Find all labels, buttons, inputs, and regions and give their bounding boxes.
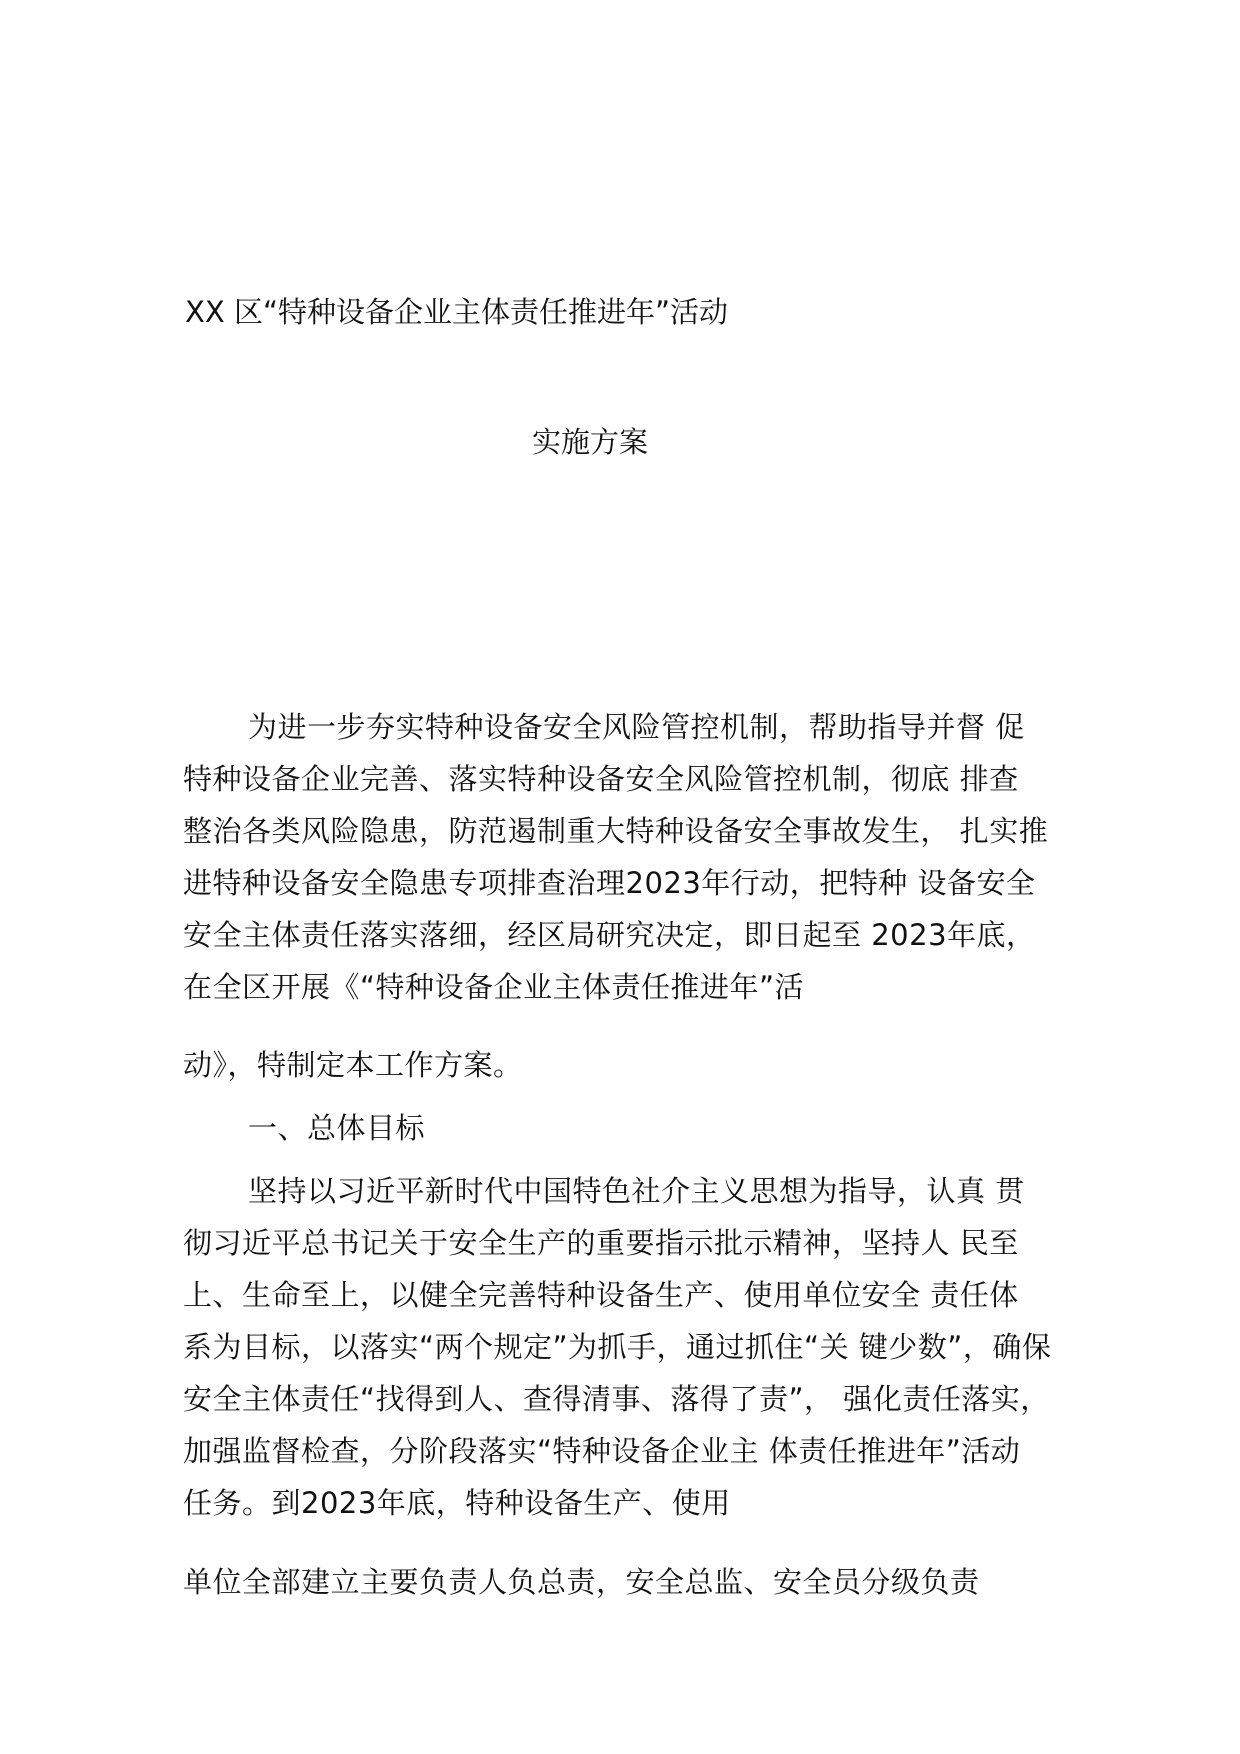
body-line: 安全主体责任“找得到人、查得清事、落得了责”， 强化责任落实， <box>183 1382 1050 1416</box>
body-line: 为进一步夯实特种设备安全风险管控机制，帮助指导并督 促 <box>248 710 1025 744</box>
body-line: 安全主体责任落实落细，经区局研究决定，即日起至 2023年底， <box>183 918 1036 952</box>
body-line: 特种设备企业完善、落实特种设备安全风险管控机制，彻底 排查 <box>183 762 1019 796</box>
body-line: 整治各类风险隐患，防范遏制重大特种设备安全事故发生， 扎实推 <box>183 814 1049 848</box>
body-line: 进特种设备安全隐患专项排查治理2023年行动，把特种 设备安全 <box>183 866 1036 900</box>
body-line: 动》，特制定本工作方案。 <box>183 1048 523 1082</box>
body-line: 在全区开展《“特种设备企业主体责任推进年”活 <box>183 970 805 1004</box>
body-line: 加强监督检查，分阶段落实“特种设备企业主 体责任推进年”活动 <box>183 1434 1021 1468</box>
body-line: 系为目标，以落实“两个规定”为抓手，通过抓住“关 键少数”，确保 <box>183 1330 1052 1364</box>
document-title: XX 区“特种设备企业主体责任推进年”活动 <box>185 295 729 329</box>
body-line: 上、生命至上，以健全完善特种设备生产、使用单位安全 责任体 <box>183 1278 1019 1312</box>
body-line: 坚持以习近平新时代中国特色社介主义思想为指导，认真 贯 <box>248 1174 1025 1208</box>
body-line: 任务。到2023年底，特种设备生产、使用 <box>183 1486 731 1520</box>
body-line: 彻习近平总书记关于安全生产的重要指示批示精神，坚持人 民至 <box>183 1226 1019 1260</box>
body-line: 单位全部建立主要负责人负总责，安全总监、安全员分级负责 <box>183 1565 980 1599</box>
section-heading: 一、总体目标 <box>248 1111 426 1145</box>
document-subtitle: 实施方案 <box>531 425 648 459</box>
